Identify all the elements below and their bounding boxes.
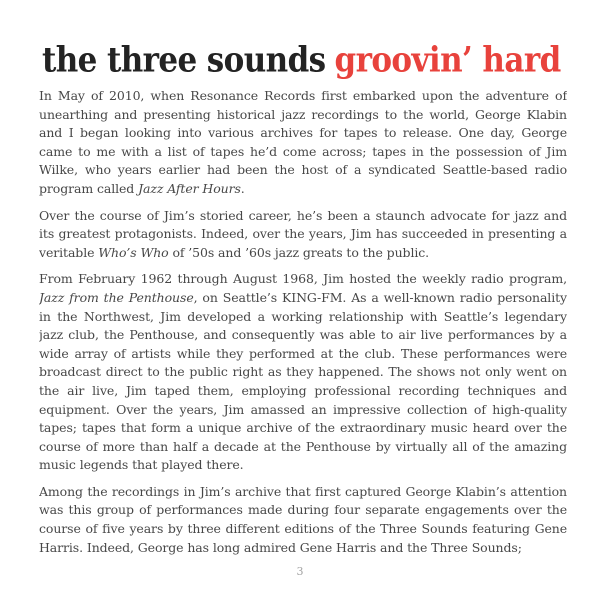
body-text: , on Seattle’s KING-FM. As a well-known radio personality in the Northwest, Jim developed a working relationship with Seattle’s legendary jazz club, the Penthouse, and consequently was able to air live performances by a wide array of artists while they performed at the club. These performances were broadcast direct to the public right as they happened. The shows not only went on the air live, Jim taped them, employing professional recording techniques and equipment. Over the years, Jim amassed an impressive collection of high-quality tapes; tapes that form a unique archive of the extraordinary music heard over the course of more than half a decade at the Penthouse by virtually all of the amazing music legends that played there. — [39, 289, 567, 473]
paragraph-4 — [39, 483, 567, 557]
italic-text: Jazz After Hours — [138, 180, 241, 196]
paragraph-3 — [39, 270, 567, 475]
body-text: From February 1962 through August 1968, Jim hosted the weekly radio program, — [39, 271, 567, 287]
body-text: of ’50s and ’60s jazz greats to the public. — [168, 244, 430, 260]
italic-text: Jazz from the Penthouse — [39, 289, 194, 305]
liner-notes-text — [39, 87, 567, 570]
page-number: 3 — [296, 565, 304, 578]
page-title — [42, 40, 561, 80]
body-text: Among the recordings in Jim’s archive that first captured George Klabin’s attention was this group of performances made during four separate engagements over the course of five years by three different editions of the Three Sounds featuring Gene Harris. Indeed, George has long admired Gene Harris and the Three Sounds; — [39, 483, 567, 555]
body-text: Over the course of Jim’s storied career, he’s been a staunch advocate for jazz and its greatest protagonists. Indeed, over the years, Jim has succeeded in presenting a veritable — [39, 207, 567, 260]
body-text: In May of 2010, when Resonance Records first embarked upon the adventure of unearthing and presenting historical jazz recordings to the world, George Klabin and I began looking into various archives for tapes to release. One day, George came to me with a list of tapes he’d come across; tapes in the possession of Jim Wilke, who years earlier had been the host of a syndicated Seattle-based radio program called — [39, 88, 567, 196]
paragraph-2 — [39, 207, 567, 263]
title-album-name: groovin’ hard — [334, 40, 561, 81]
body-text: . — [240, 180, 245, 196]
paragraph-1 — [39, 87, 567, 199]
title-artist-name: the three sounds — [42, 40, 326, 81]
italic-text: Who’s Who — [98, 244, 169, 260]
